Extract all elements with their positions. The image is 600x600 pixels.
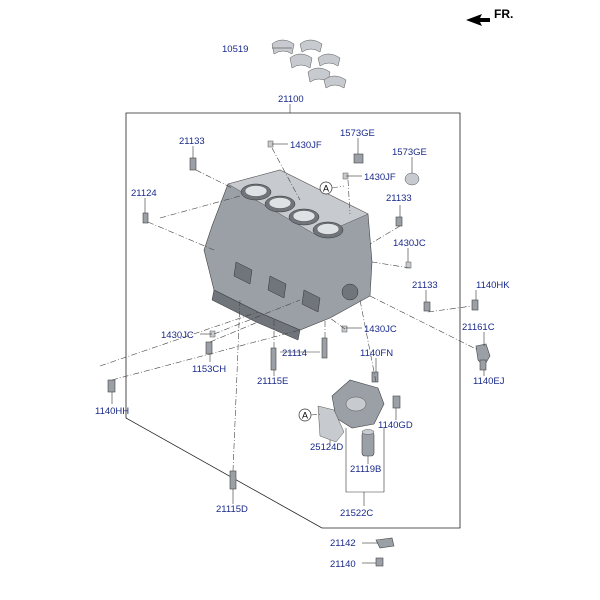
callout-21114: 21114 <box>282 348 308 359</box>
callout-1430jc: 1430JC <box>393 238 426 249</box>
svg-text:A: A <box>322 183 330 194</box>
callout-1573ge: 1573GE <box>392 147 427 158</box>
callout-1140hh: 1140HH <box>95 406 130 417</box>
callout-1430jf: 1430JF <box>290 140 322 151</box>
oil-filter-part <box>362 430 374 457</box>
callout-1140gd: 1140GD <box>378 420 413 431</box>
callout-21119b: 21119B <box>350 464 382 475</box>
front-arrow-icon <box>466 14 490 26</box>
front-direction-label: FR. <box>494 7 514 21</box>
callout-21140: 21140 <box>330 559 356 570</box>
callout-21115e: 21115E <box>257 376 289 387</box>
callout-1140ej: 1140EJ <box>473 376 505 387</box>
reference-marker-top <box>320 182 344 194</box>
callout-25124d: 25124D <box>310 442 344 453</box>
callout-21522c: 21522C <box>340 508 374 519</box>
callout-1153ch: 1153CH <box>192 364 227 375</box>
callout-21115d: 21115D <box>216 504 248 515</box>
cylinder-block-part <box>204 170 372 340</box>
callout-21133: 21133 <box>386 193 412 204</box>
callout-21133: 21133 <box>412 280 438 291</box>
callout-1140fn: 1140FN <box>360 348 394 359</box>
front-direction-indicator <box>466 7 513 26</box>
callout-1430jf: 1430JF <box>364 172 396 183</box>
callout-21133: 21133 <box>179 136 205 147</box>
callout-21161c: 21161C <box>462 322 495 333</box>
callout-1430jc: 1430JC <box>364 324 397 335</box>
callout-10519: 10519 <box>222 44 249 55</box>
callout-1140hk: 1140HK <box>476 280 510 291</box>
callout-1430jc: 1430JC <box>161 330 194 341</box>
bearing-shells-part <box>272 40 346 88</box>
callout-21142: 21142 <box>330 538 356 549</box>
callout-21124: 21124 <box>131 188 157 199</box>
oil-bracket-part <box>332 380 384 428</box>
svg-text:A: A <box>301 410 309 421</box>
callout-1573ge: 1573GE <box>340 128 375 139</box>
callout-21100: 21100 <box>278 94 304 105</box>
